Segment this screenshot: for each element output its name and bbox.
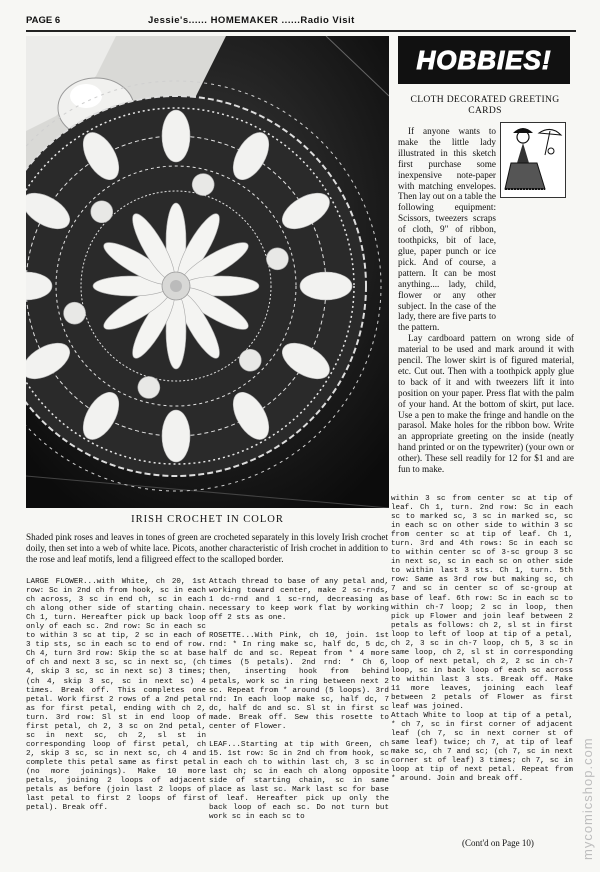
hobbies-banner [398,36,570,84]
instructions-column-1 [26,578,206,813]
hobbies-banner-text: HOBBIES! [416,44,552,75]
watermark: mycomicshop.com [580,737,595,860]
page-number: PAGE 6 [26,15,61,26]
publication-title: Jessie's...... HOMEMAKER ......Radio Visit [148,15,355,26]
lady-illustration [501,123,565,197]
photo-caption: IRISH CROCHET IN COLOR [131,514,284,525]
instructions-text-1: LARGE FLOWER...with White, ch 20, 1st row: Sc in 2nd ch from hook, sc in each ch across, 3 sc in end ch, sc in each ch along other side of starting chain. Ch 1, turn. Hereafter pick up back loop only of each sc. 2nd row: Sc in each sc to within 3 sc at tip, 2 sc in each of 3 tip sts, sc in each sc to end of row. Ch 4, turn 3rd row: Skip the sc at base of ch and next 3 sc, sc in next sc, (ch 4, skip 3 sc, sc in next sc) 3 times; (ch 4, skip 3 sc, sc in next sc) 4 times. Break off. This completes one petal. Work first 2 rows of a 2nd petal as for first petal, ending with ch 2, turn. 3rd row: Sl st in end loop of first petal, ch 2, 3 sc on 2nd petal, sc in next sc, ch 2, sl st in corresponding loop of first petal, ch 2, skip 3 sc, sc in next sc, ch 4 and complete this petal same as first petal (no more joinings). Make 10 more petals, joining 2 loops of adjacent petals as before (join last 2 loops of last petal to first 2 loops of first petal). Break off. [26,578,206,813]
article-paragraph-1: If anyone wants to make the little lady illustrated in this sketch first purchase some inexpensive note-paper with matching envelopes. Then lay out on a table the following equipment: Scissors, tweezers scraps of cloth, 9" of ribbon, toothpicks, bit of lace, glue, paper punch or ice pick. And of course, a pattern. It can be most anything.... lady, child, flower or any other subject. In the case of the lady, there are five parts to the pattern. [398,126,496,333]
article-paragraph-2: Lay cardboard pattern on wrong side of material to be used and mark around it with pencil. The lower skirt is of figured material, etc. Cut out. Then with a toothpick apply glue to back of it and with tweezers lift it into position on your paper. Press flat with the palm of your hand. At the bottom of skirt, put lace. Use a pen to make the fringe and handle on the parasol. Make holes for the ribbon bow. Write an appropriate greeting on the inside (neatly hand printed or on the typewriter) (your own or other). These sell readily for 12 for $1 and are fun to make. [398,333,574,475]
continued-note: (Cont'd on Page 10) [462,838,534,848]
instructions-column-3 [391,495,573,785]
instructions-text-2: Attach thread to base of any petal and, working toward center, make 2 sc-rnds, 1 dc-rnd and 1 sc-rnd, decreasing as necessary to keep work flat by working off 2 sts as one. ROSETTE...With Pink, ch 10, join. 1st rnd: * In ring make sc, half dc, 5 dc, half dc and sc. Repeat from * 4 more times (5 petals). 2nd rnd: * Ch 6, then, inserting hook from behind petals, work sc in ring between next 2 sc. Repeat from * around (5 loops). 3rd rnd: In each loop make sc, half dc, 7 dc, half dc and sc. Sl st in first sc made. Break off. Sew this rosette to center of Flower. LEAF...Starting at tip with Green, ch 15. 1st row: Sc in 2nd ch from hook, sc in each ch to within last ch, 3 sc in last ch; sc in each ch along opposite side of starting chain, sc in same place as last sc. Mark last sc for base of leaf. Hereafter pick up only the back loop of each sc. Do not turn but work sc in each sc to [209,578,389,822]
lady-sketch [500,122,566,198]
doily-photo [26,36,389,508]
doily-illustration [26,36,389,508]
article-title: CLOTH DECORATED GREETING CARDS [410,94,560,116]
instructions-column-2 [209,578,389,822]
intro-paragraph: Shaded pink roses and leaves in tones of green are crocheted separately in this lovely Irish crochet doily, then set into a web of white lace. Picots, another characteristic of Irish crochet in addition to the rose and leaf motifs, lend a filigreed effect to the scalloped border. [26,532,388,564]
instructions-text-3: within 3 sc from center sc at tip of leaf. Ch 1, turn. 2nd row: Sc in each sc to marked sc, 3 sc in marked sc, sc in each sc on other side to within 3 sc from center sc at tip of leaf. Ch 1, turn. 3rd and 4th rows: Sc in each sc to within center sc of 3-sc group 3 sc in next sc, sc in each sc on other side to within last 3 sts. Ch 1, turn. 5th row: Same as 3rd row but making sc, ch 7 and sc in center sc of sc-group at base of leaf. 6th row: Sc in each sc to within ch-7 loop; 2 sc in loop, then pick up Flower and join leaf between 2 petals as follows: ch 2, sl st in first loop to left of loop at tip of a petal, ch 2, 3 sc in ch-7 loop, ch 5, 3 sc in same loop, ch 2, sl st in corresponding loop of next petal, ch 2, 2 sc in ch-7 loop, sc in back loop of each sc across to within last 3 sts. Break off. Make 11 more leaves, joining each leaf between 2 petals of Flower as first leaf was joined. Attach White to loop at tip of a petal, * ch 7, sc in first corner of adjacent leaf (ch 7, sc in next corner st of same leaf) twice; ch 7, at tip of leaf make sc, ch 7 and sc; (ch 7, sc in next corner st of leaf) 3 times; ch 7, sc in loop at tip of next petal. Repeat from * around. Join and break off. [391,495,573,784]
page-header [26,12,576,32]
